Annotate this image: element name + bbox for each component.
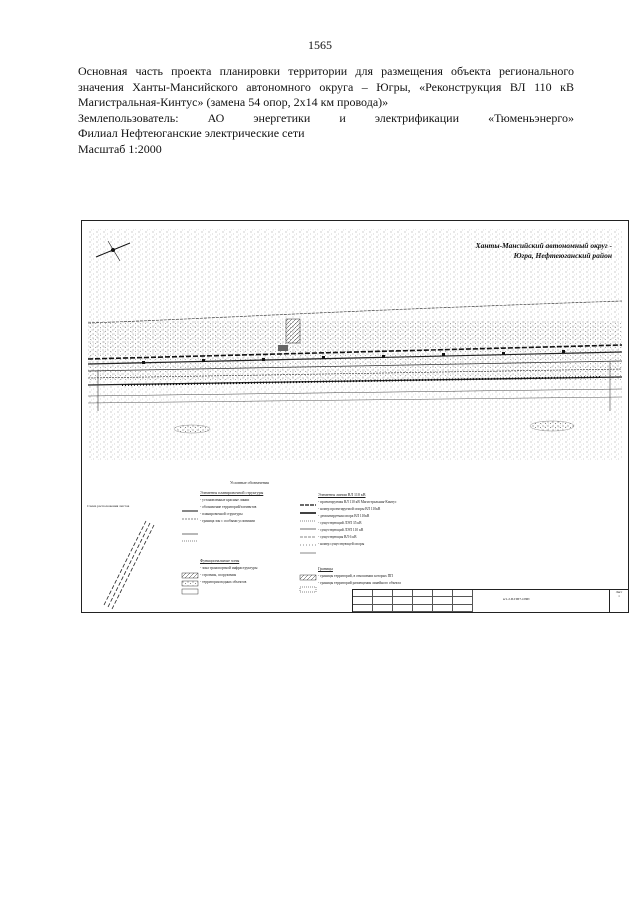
legend-heading: Элементы линии ВЛ 110 кВ (318, 492, 366, 497)
planning-drawing (81, 220, 629, 613)
land-user-word: электрификации (374, 110, 460, 125)
map-title: Ханты-Мансийский автономный округ - Югра, Нефтеюганский район (475, 241, 612, 260)
page-number: 1565 (308, 38, 332, 52)
legend-title: Условные обозначения (230, 480, 269, 485)
map-graphic (82, 221, 628, 612)
legend-symbols-col2 (300, 505, 316, 592)
legend-line-elements (318, 491, 397, 548)
sheet-label: Лист (615, 590, 623, 594)
drawing-code: в/1.2.П.ПП7-ОЧП (503, 597, 530, 601)
land-user-word: энергетики (253, 110, 311, 125)
land-user-word: и (339, 110, 346, 125)
sheet-layout-scheme (104, 521, 154, 609)
land-user-word: «Тюменьэнерго» (488, 110, 574, 125)
legend-heading: Функциональные зоны (200, 558, 240, 563)
legend-item: - номер проектируемой опоры ВЛ 110кВ (318, 507, 381, 511)
legend-item: - номер существующей опоры (318, 542, 365, 546)
legend-item: - зона транспортной инфраструктуры (200, 566, 258, 570)
legend-structure (200, 489, 263, 525)
land-user-word: Землепользователь: (78, 110, 179, 125)
scheme-label: Схема расположения листов (87, 504, 130, 508)
legend-item: - границы территорий, в отношении которых ПП (318, 574, 393, 578)
legend-zones (200, 557, 257, 586)
document-header (78, 64, 574, 157)
title-block-grid (353, 590, 473, 612)
legend-heading: Элементы планировочной структуры (200, 490, 264, 495)
legend-item: - обозначение территорий/элементов (200, 505, 257, 509)
land-user-word: АО (207, 110, 225, 125)
header-line-5: Филиал Нефтеюганские электрические сети (78, 126, 305, 140)
legend-item: - проектируемая ВЛ 110 кВ Магистральная-Кинтус (318, 500, 397, 504)
legend-item: - существующий ЛЭП 110 кВ (318, 528, 364, 532)
legend-item: - территория водных объектов (200, 580, 247, 584)
legend-item: - существующий ЛЭП 35 кВ (318, 521, 362, 525)
legend-item: - граница зон с особыми условиями (200, 519, 255, 523)
title-block (352, 589, 628, 612)
sheet-number: 1 (618, 594, 620, 598)
legend-item: - существующая ВЛ 6 кВ (318, 535, 357, 539)
legend-item: - границы территорий размещения линейного объекта (318, 581, 401, 585)
legend-item: - установленные красные линии (200, 498, 250, 502)
legend-item: - демонтируемая опора ВЛ 110кВ (318, 514, 370, 518)
legend-heading: Границы (318, 566, 333, 571)
legend-item: - планировочной структуры (200, 512, 243, 516)
header-line-4 (78, 111, 574, 127)
header-line-1: Основная часть проекта планировки территории для размещения объекта регионального (78, 64, 574, 78)
header-line-2: значения Ханты-Мансийского автономного округа – Югры, «Реконструкция ВЛ 110 кВ (78, 79, 574, 94)
legend-symbols-col1 (182, 511, 198, 594)
legend-item: - строения, сооружения (200, 573, 237, 577)
header-line-6: Масштаб 1:2000 (78, 141, 162, 156)
header-line-3: Магистральная-Кинтус» (замена 54 опор, 2х14 км провода)» (78, 95, 389, 109)
legend-boundaries (318, 565, 401, 587)
sheet-box (609, 590, 628, 612)
